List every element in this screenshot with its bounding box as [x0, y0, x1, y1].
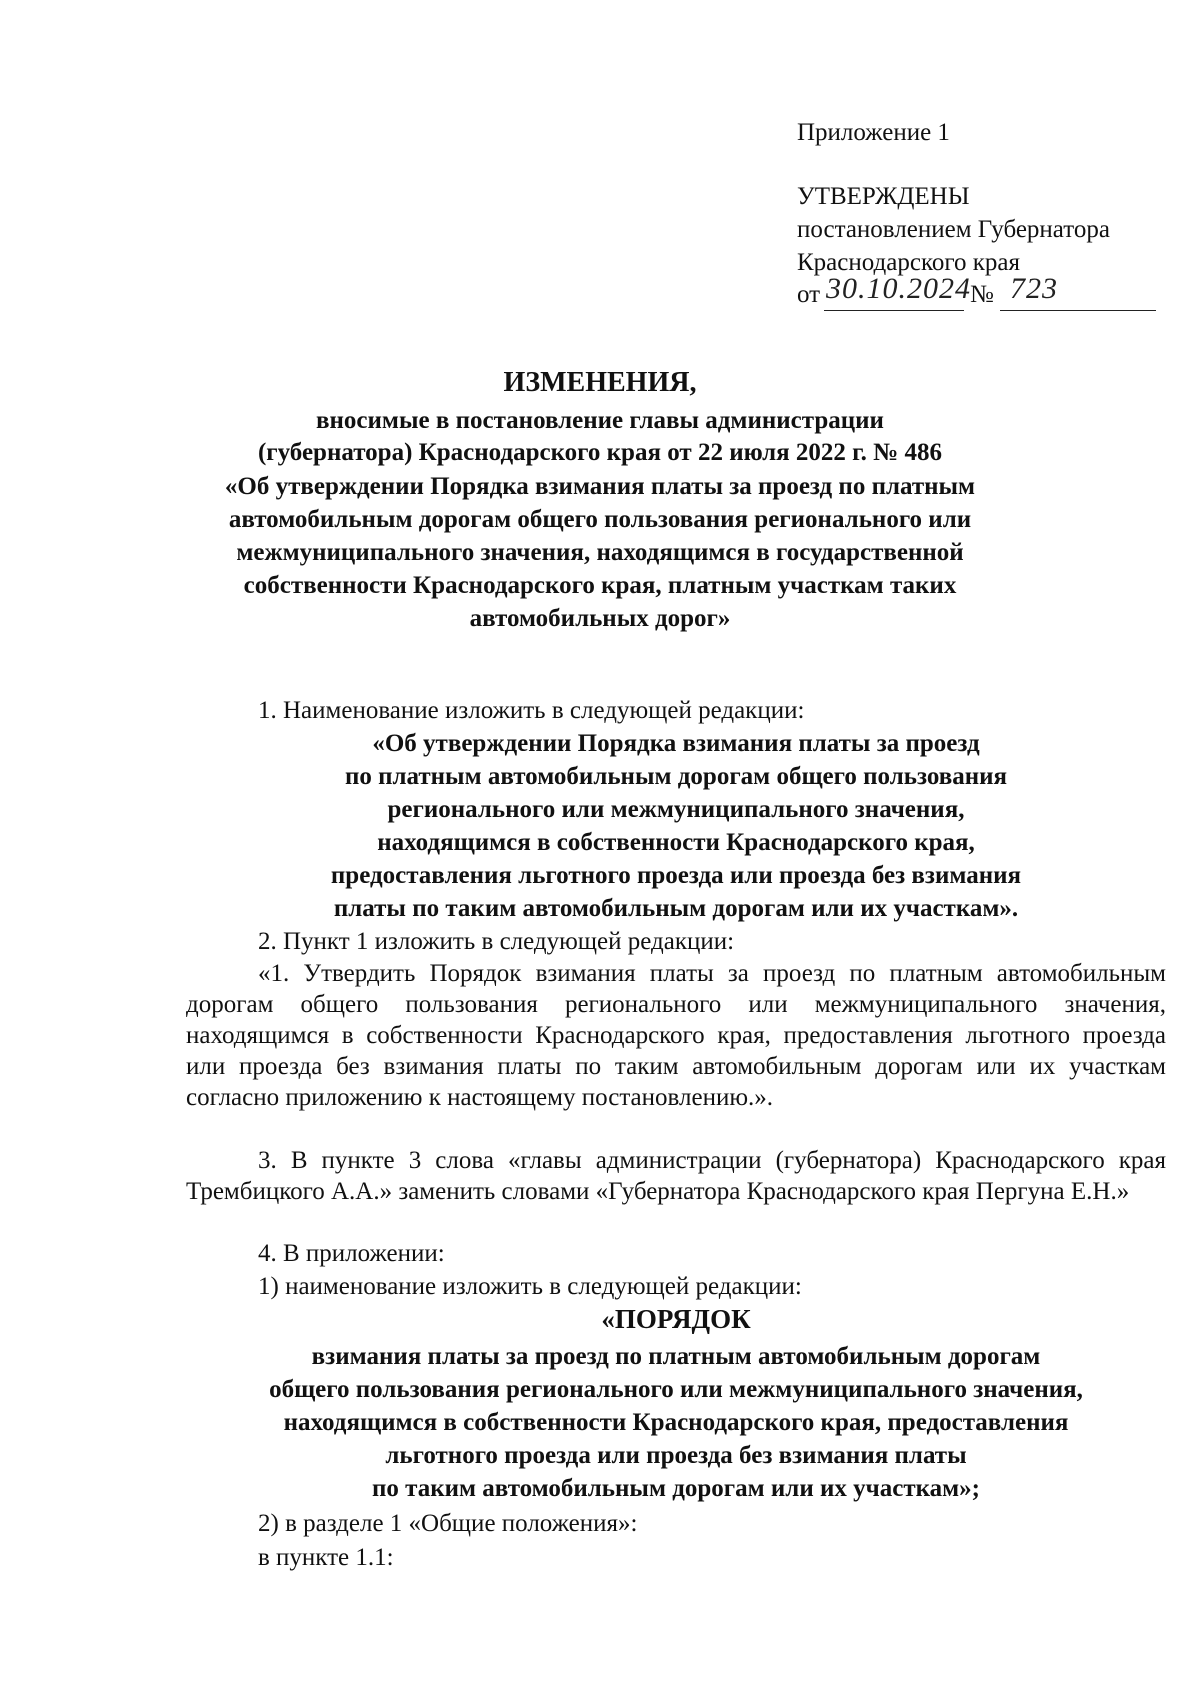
approval-from: от	[797, 281, 821, 308]
number-sign: №	[970, 281, 994, 308]
title-line: (губернатора) Краснодарского края от 22 июля 2022 г. № 486	[257, 439, 943, 466]
order-title-line: по таким автомобильным дорогам или их участкам»;	[371, 1475, 980, 1502]
order-title-line: находящимся в собственности Краснодарского края, предоставления	[283, 1409, 1069, 1436]
item-1-new-title-line: регионального или межмуниципального значения,	[387, 796, 965, 823]
changes-heading: ИЗМЕНЕНИЯ,	[503, 367, 697, 398]
item-4-2: 2) в разделе 1 «Общие положения»:	[258, 1510, 638, 1537]
item-2-text: «1. Утвердить Порядок взимания платы за проезд по платным автомобильным дорогам общего пользования регионального или межмуниципального значения, находящимся в собственности Краснодарского края, предоставления льготного проезда или проезда без взимания платы по таким автомобильным дорогам или их участкам согласно приложению к настоящему постановлению.».	[186, 960, 1166, 1111]
appendix-label: Приложение 1	[797, 119, 950, 146]
item-1: 1. Наименование изложить в следующей редакции:	[258, 697, 805, 724]
item-1-new-title-line: предоставления льготного проезда или проезда без взимания	[330, 862, 1022, 889]
order-title-line: взимания платы за проезд по платным автомобильным дорогам	[311, 1343, 1041, 1370]
title-line: вносимые в постановление главы администрации	[316, 407, 884, 434]
item-1-new-title-line: «Об утверждении Порядка взимания платы за проезд	[372, 730, 980, 757]
item-1-new-title-line: платы по таким автомобильным дорогам или их участкам».	[333, 895, 1019, 922]
item-4-3: в пункте 1.1:	[258, 1544, 394, 1571]
order-heading: «ПОРЯДОК	[601, 1304, 751, 1334]
date-underline	[824, 310, 964, 311]
title-line: автомобильных дорог»	[469, 605, 731, 632]
item-3: 3. В пункте 3 слова «главы администрации (губернатора) Краснодарского края Трембицкого А.А.» заменить словами «Губернатора Краснодарского края Пергуна Е.Н.»	[186, 1147, 1166, 1205]
approved-by-line1: постановлением Губернатора	[797, 216, 1110, 243]
handwritten-number: 723	[1010, 272, 1058, 305]
order-title-line: льготного проезда или проезда без взимания платы	[385, 1442, 967, 1469]
order-title-line: общего пользования регионального или межмуниципального значения,	[269, 1376, 1083, 1403]
item-2: 2. Пункт 1 изложить в следующей редакции:	[258, 928, 735, 955]
number-underline	[1000, 310, 1156, 311]
approved-label: УТВЕРЖДЕНЫ	[797, 183, 970, 210]
item-4-1: 1) наименование изложить в следующей редакции:	[258, 1273, 802, 1300]
approved-by-line2: Краснодарского края	[797, 249, 1020, 276]
handwritten-date: 30.10.2024	[826, 272, 971, 305]
title-line: межмуниципального значения, находящимся в государственной	[236, 539, 964, 566]
title-line: «Об утверждении Порядка взимания платы за проезд по платным	[224, 473, 976, 500]
item-1-new-title-line: находящимся в собственности Краснодарского края,	[377, 829, 975, 856]
title-line: автомобильным дорогам общего пользования регионального или	[228, 506, 972, 533]
item-1-new-title-line: по платным автомобильным дорогам общего пользования	[344, 763, 1008, 790]
title-line: собственности Краснодарского края, платным участкам таких	[243, 572, 957, 599]
item-4: 4. В приложении:	[258, 1240, 445, 1267]
